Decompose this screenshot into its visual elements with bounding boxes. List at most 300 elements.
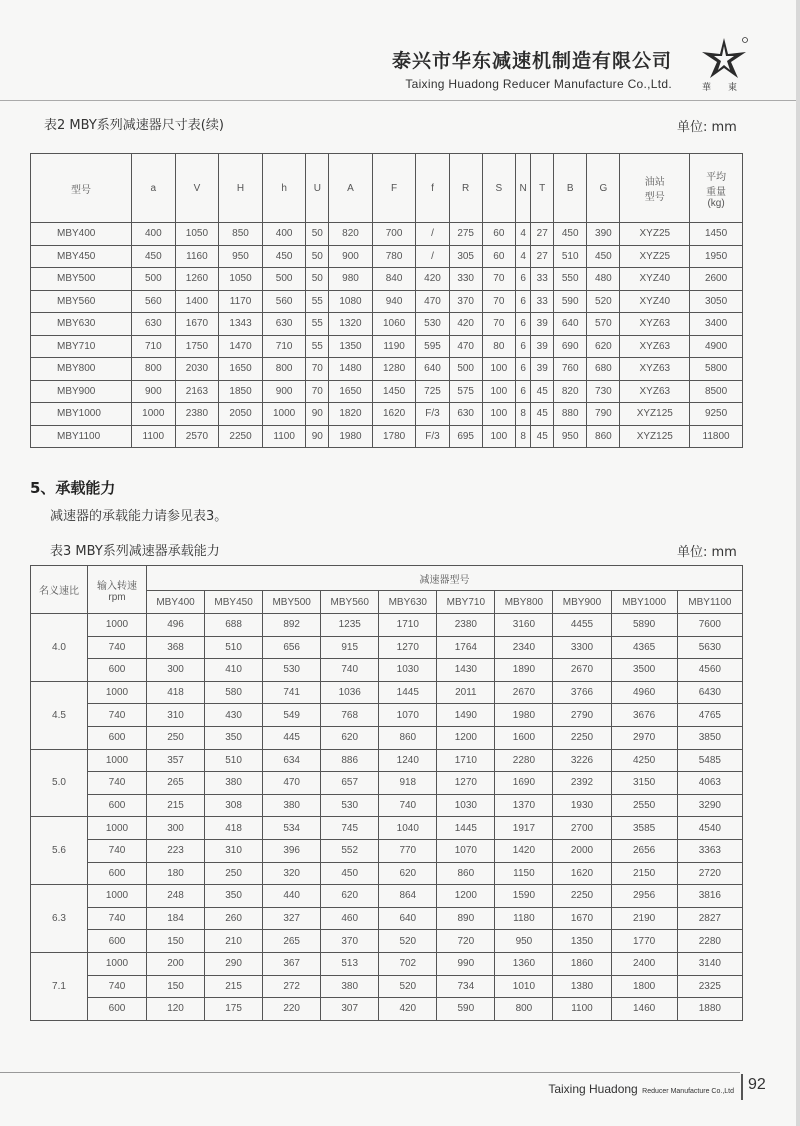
dimension-header-cell: 平均 重量 (kg) [690, 154, 743, 223]
dimension-cell: 45 [531, 425, 554, 448]
dimension-cell: 800 [132, 358, 176, 381]
capacity-cell: 4455 [553, 614, 611, 637]
dimension-cell: 400 [262, 223, 306, 246]
dimension-cell: 6 [515, 358, 530, 381]
dimension-cell: 450 [554, 223, 587, 246]
capacity-cell: 150 [147, 975, 205, 998]
dimension-cell: 450 [262, 245, 306, 268]
capacity-cell: 215 [205, 975, 263, 998]
dimension-cell: 450 [132, 245, 176, 268]
capacity-cell: 2380 [437, 614, 495, 637]
capacity-cell: 740 [321, 659, 379, 682]
capacity-cell: 552 [321, 839, 379, 862]
model-cell: MBY1100 [31, 425, 132, 448]
capacity-cell: 1800 [611, 975, 677, 998]
dimension-cell: 39 [531, 358, 554, 381]
capacity-cell: 1770 [611, 930, 677, 953]
dimension-cell: 700 [372, 223, 416, 246]
capacity-cell: 702 [379, 952, 437, 975]
table-row [31, 772, 743, 795]
table-row [31, 839, 743, 862]
capacity-cell: 620 [321, 885, 379, 908]
table-row [31, 862, 743, 885]
capacity-cell: 120 [147, 998, 205, 1021]
dimension-cell: 330 [449, 268, 482, 291]
capacity-cell: 260 [205, 907, 263, 930]
capacity-cell: 1430 [437, 659, 495, 682]
dimension-cell: 620 [587, 335, 620, 358]
dimension-cell: 6 [515, 313, 530, 336]
capacity-cell: 2280 [495, 749, 553, 772]
table-row [31, 358, 743, 381]
dimension-cell: 880 [554, 403, 587, 426]
dimension-cell: 50 [306, 223, 329, 246]
dimension-cell: 560 [262, 290, 306, 313]
capacity-cell: 1710 [437, 749, 495, 772]
capacity-cell: 634 [263, 749, 321, 772]
dimension-header-cell: U [306, 154, 329, 223]
dimension-cell: 420 [449, 313, 482, 336]
capacity-cell: 308 [205, 794, 263, 817]
table-row [31, 952, 743, 975]
capacity-cell: 430 [205, 704, 263, 727]
capacity-cell: 410 [205, 659, 263, 682]
capacity-cell: 4560 [677, 659, 742, 682]
capacity-cell: 620 [379, 862, 437, 885]
dimension-cell: 710 [262, 335, 306, 358]
capacity-cell: 396 [263, 839, 321, 862]
capacity-cell: 1380 [553, 975, 611, 998]
capacity-cell: 2325 [677, 975, 742, 998]
capacity-cell: 740 [379, 794, 437, 817]
capacity-cell: 1070 [379, 704, 437, 727]
dimension-cell: XYZ40 [620, 290, 690, 313]
capacity-cell: 580 [205, 681, 263, 704]
section-heading: 5、承载能力 [30, 479, 116, 497]
rpm-cell: 740 [88, 704, 147, 727]
capacity-cell: 688 [205, 614, 263, 637]
capacity-cell: 3226 [553, 749, 611, 772]
capacity-cell: 2340 [495, 636, 553, 659]
table-row [31, 245, 743, 268]
capacity-cell: 1040 [379, 817, 437, 840]
rpm-cell: 740 [88, 975, 147, 998]
dimension-header-cell: h [262, 154, 306, 223]
capacity-cell: 1150 [495, 862, 553, 885]
capacity-cell: 620 [321, 726, 379, 749]
capacity-cell: 265 [147, 772, 205, 795]
capacity-cell: 3300 [553, 636, 611, 659]
dimension-cell: 690 [554, 335, 587, 358]
capacity-cell: 886 [321, 749, 379, 772]
footer-divider [0, 1072, 740, 1073]
dimension-cell: 790 [587, 403, 620, 426]
table3-unit: 单位: mm [677, 545, 737, 560]
dimension-header-cell: f [416, 154, 449, 223]
dimension-cell: 400 [132, 223, 176, 246]
header-divider [0, 100, 800, 101]
dimension-cell: 2600 [690, 268, 743, 291]
dimension-header-cell: T [531, 154, 554, 223]
model-cell: MBY800 [31, 358, 132, 381]
dimension-cell: 1400 [175, 290, 219, 313]
dimension-cell: 1190 [372, 335, 416, 358]
model-header-cell: MBY400 [147, 591, 205, 614]
capacity-cell: 248 [147, 885, 205, 908]
table-row [31, 907, 743, 930]
dimension-cell: 1470 [219, 335, 263, 358]
model-cell: MBY400 [31, 223, 132, 246]
capacity-cell: 370 [321, 930, 379, 953]
capacity-cell: 3160 [495, 614, 553, 637]
dimension-cell: 1750 [175, 335, 219, 358]
capacity-cell: 3150 [611, 772, 677, 795]
capacity-cell: 2250 [553, 726, 611, 749]
ratio-cell: 4.0 [31, 614, 88, 682]
capacity-cell: 2670 [495, 681, 553, 704]
dimension-cell: 60 [482, 223, 515, 246]
capacity-cell: 549 [263, 704, 321, 727]
table-row [31, 313, 743, 336]
rpm-cell: 740 [88, 839, 147, 862]
capacity-cell: 513 [321, 952, 379, 975]
capacity-cell: 300 [147, 817, 205, 840]
dimension-cell: 1000 [132, 403, 176, 426]
capacity-cell: 3290 [677, 794, 742, 817]
company-logo [700, 36, 748, 98]
dimension-header-cell: R [449, 154, 482, 223]
capacity-cell: 3500 [611, 659, 677, 682]
capacity-cell: 2956 [611, 885, 677, 908]
rpm-cell: 1000 [88, 952, 147, 975]
dimension-cell: 3400 [690, 313, 743, 336]
capacity-cell: 184 [147, 907, 205, 930]
capacity-cell: 220 [263, 998, 321, 1021]
company-name-en: Taixing Huadong Reducer Manufacture Co.,Ltd. [405, 77, 672, 91]
rpm-cell: 1000 [88, 614, 147, 637]
dimension-cell: 90 [306, 403, 329, 426]
dimension-cell: 1480 [329, 358, 373, 381]
dimension-cell: 1100 [262, 425, 306, 448]
model-cell: MBY560 [31, 290, 132, 313]
dimension-cell: 630 [449, 403, 482, 426]
page-edge [796, 0, 800, 1126]
dimension-cell: 780 [372, 245, 416, 268]
capacity-cell: 1270 [379, 636, 437, 659]
dimension-cell: 6 [515, 380, 530, 403]
table-row [31, 817, 743, 840]
dimension-cell: 390 [587, 223, 620, 246]
capacity-cell: 1445 [379, 681, 437, 704]
capacity-cell: 1600 [495, 726, 553, 749]
dimension-cell: XYZ63 [620, 335, 690, 358]
ratio-cell: 4.5 [31, 681, 88, 749]
capacity-cell: 2670 [553, 659, 611, 682]
capacity-cell: 2000 [553, 839, 611, 862]
capacity-cell: 367 [263, 952, 321, 975]
dimension-cell: 1320 [329, 313, 373, 336]
capacity-cell: 860 [379, 726, 437, 749]
capacity-cell: 1670 [553, 907, 611, 930]
dimension-cell: 570 [587, 313, 620, 336]
dimension-cell: 50 [306, 245, 329, 268]
capacity-cell: 3585 [611, 817, 677, 840]
capacity-cell: 720 [437, 930, 495, 953]
dimension-cell: XYZ125 [620, 425, 690, 448]
model-cell: MBY450 [31, 245, 132, 268]
dimension-cell: 6 [515, 268, 530, 291]
capacity-cell: 200 [147, 952, 205, 975]
capacity-cell: 2656 [611, 839, 677, 862]
dimension-cell: 45 [531, 403, 554, 426]
dimension-cell: 840 [372, 268, 416, 291]
table-row [31, 749, 743, 772]
capacity-cell: 460 [321, 907, 379, 930]
dimension-cell: 550 [554, 268, 587, 291]
dimension-cell: 900 [132, 380, 176, 403]
rpm-cell: 1000 [88, 885, 147, 908]
capacity-cell: 357 [147, 749, 205, 772]
table-row [31, 998, 743, 1021]
capacity-cell: 530 [263, 659, 321, 682]
dimension-cell: 1450 [690, 223, 743, 246]
capacity-cell: 590 [437, 998, 495, 1021]
capacity-cell: 1360 [495, 952, 553, 975]
model-header-cell: MBY450 [205, 591, 263, 614]
dimension-cell: 470 [449, 335, 482, 358]
capacity-cell: 180 [147, 862, 205, 885]
dimension-header-cell: F [372, 154, 416, 223]
dimension-cell: 1650 [329, 380, 373, 403]
company-name-cn: 泰兴市华东减速机制造有限公司 [391, 50, 672, 72]
table-row [31, 425, 743, 448]
logo-emblem-icon [700, 36, 748, 80]
dimension-cell: 1620 [372, 403, 416, 426]
capacity-cell: 6430 [677, 681, 742, 704]
capacity-cell: 892 [263, 614, 321, 637]
footer-subtitle: Reducer Manufacture Co.,Ltd [642, 1088, 734, 1095]
capacity-cell: 450 [321, 862, 379, 885]
dimension-cell: 520 [587, 290, 620, 313]
dimension-cell: 1850 [219, 380, 263, 403]
dimension-cell: 2250 [219, 425, 263, 448]
dimension-cell: 560 [132, 290, 176, 313]
rpm-cell: 1000 [88, 681, 147, 704]
capacity-cell: 5630 [677, 636, 742, 659]
dimension-cell: 950 [219, 245, 263, 268]
capacity-cell: 2720 [677, 862, 742, 885]
dimension-cell: 510 [554, 245, 587, 268]
capacity-cell: 320 [263, 862, 321, 885]
rpm-cell: 600 [88, 998, 147, 1021]
capacity-table [30, 565, 743, 1021]
capacity-cell: 2970 [611, 726, 677, 749]
dimension-cell: 940 [372, 290, 416, 313]
dimension-cell: 1980 [329, 425, 373, 448]
capacity-cell: 2190 [611, 907, 677, 930]
dimension-cell: 70 [306, 358, 329, 381]
capacity-cell: 1180 [495, 907, 553, 930]
dimension-cell: 2380 [175, 403, 219, 426]
dimension-cell: 55 [306, 313, 329, 336]
dimension-cell: 500 [449, 358, 482, 381]
capacity-cell: 1445 [437, 817, 495, 840]
model-header-cell: MBY630 [379, 591, 437, 614]
dimension-cell: 70 [306, 380, 329, 403]
capacity-cell: 215 [147, 794, 205, 817]
rpm-cell: 600 [88, 930, 147, 953]
dimension-cell: 1160 [175, 245, 219, 268]
table-row [31, 794, 743, 817]
page-number: 92 [748, 1076, 766, 1093]
rpm-cell: 740 [88, 772, 147, 795]
capacity-cell: 445 [263, 726, 321, 749]
capacity-cell: 210 [205, 930, 263, 953]
capacity-cell: 1100 [553, 998, 611, 1021]
capacity-cell: 418 [147, 681, 205, 704]
ratio-cell: 6.3 [31, 885, 88, 953]
capacity-cell: 2392 [553, 772, 611, 795]
dimension-cell: 470 [416, 290, 449, 313]
table-row [31, 659, 743, 682]
capacity-table-header-row-1 [31, 566, 743, 591]
dimension-cell: XYZ63 [620, 380, 690, 403]
dimension-cell: 8500 [690, 380, 743, 403]
dimension-cell: 640 [554, 313, 587, 336]
dimension-cell: 4 [515, 245, 530, 268]
dimension-cell: 6 [515, 290, 530, 313]
capacity-cell: 310 [205, 839, 263, 862]
dimension-cell: 630 [132, 313, 176, 336]
dimension-cell: 27 [531, 245, 554, 268]
model-header-cell: MBY800 [495, 591, 553, 614]
dimension-cell: 820 [329, 223, 373, 246]
dimension-cell: 500 [262, 268, 306, 291]
dimension-table [30, 153, 743, 448]
rpm-cell: 740 [88, 636, 147, 659]
dimension-cell: 305 [449, 245, 482, 268]
dimension-header-cell: S [482, 154, 515, 223]
capacity-cell: 290 [205, 952, 263, 975]
dimension-cell: XYZ63 [620, 313, 690, 336]
dimension-cell: 2030 [175, 358, 219, 381]
model-header-cell: MBY1000 [611, 591, 677, 614]
dimension-cell: 420 [416, 268, 449, 291]
table-row [31, 726, 743, 749]
rpm-cell: 600 [88, 726, 147, 749]
dimension-cell: XYZ25 [620, 223, 690, 246]
dimension-cell: 4 [515, 223, 530, 246]
rpm-cell: 1000 [88, 749, 147, 772]
dimension-cell: 760 [554, 358, 587, 381]
capacity-cell: 860 [437, 862, 495, 885]
capacity-cell: 1010 [495, 975, 553, 998]
capacity-cell: 2250 [553, 885, 611, 908]
capacity-cell: 1620 [553, 862, 611, 885]
footer-bar [741, 1074, 743, 1100]
capacity-cell: 915 [321, 636, 379, 659]
capacity-cell: 418 [205, 817, 263, 840]
dimension-cell: 1100 [132, 425, 176, 448]
dimension-cell: 39 [531, 313, 554, 336]
dimension-cell: XYZ25 [620, 245, 690, 268]
capacity-cell: 2550 [611, 794, 677, 817]
table-row [31, 290, 743, 313]
dimension-cell: 8 [515, 403, 530, 426]
dimension-table-body [31, 223, 743, 448]
model-cell: MBY1000 [31, 403, 132, 426]
capacity-table-body [31, 614, 743, 1021]
capacity-cell: 864 [379, 885, 437, 908]
dimension-cell: 590 [554, 290, 587, 313]
dimension-cell: 1950 [690, 245, 743, 268]
dimension-cell: 450 [587, 245, 620, 268]
dimension-cell: 39 [531, 335, 554, 358]
footer-brand: Taixing Huadong [548, 1082, 638, 1096]
capacity-cell: 440 [263, 885, 321, 908]
capacity-cell: 741 [263, 681, 321, 704]
table2-caption: 表2 MBY系列减速器尺寸表(续) [44, 118, 224, 133]
capacity-cell: 1030 [437, 794, 495, 817]
capacity-cell: 3816 [677, 885, 742, 908]
dimension-cell: 1670 [175, 313, 219, 336]
capacity-cell: 1890 [495, 659, 553, 682]
capacity-cell: 1420 [495, 839, 553, 862]
capacity-cell: 1490 [437, 704, 495, 727]
header-speed: 输入转速 rpm [88, 566, 147, 614]
dimension-cell: 900 [329, 245, 373, 268]
dimension-header-cell: B [554, 154, 587, 223]
dimension-cell: 1060 [372, 313, 416, 336]
dimension-cell: 730 [587, 380, 620, 403]
dimension-cell: 680 [587, 358, 620, 381]
capacity-cell: 175 [205, 998, 263, 1021]
capacity-cell: 4960 [611, 681, 677, 704]
dimension-cell: 45 [531, 380, 554, 403]
capacity-cell: 380 [263, 794, 321, 817]
rpm-cell: 600 [88, 862, 147, 885]
dimension-cell: 27 [531, 223, 554, 246]
dimension-cell: 100 [482, 403, 515, 426]
section-text: 减速器的承载能力请参见表3。 [50, 509, 228, 524]
dimension-cell: 725 [416, 380, 449, 403]
capacity-cell: 3850 [677, 726, 742, 749]
table-row [31, 614, 743, 637]
capacity-cell: 250 [147, 726, 205, 749]
company-header [392, 46, 672, 91]
capacity-cell: 1917 [495, 817, 553, 840]
capacity-cell: 950 [495, 930, 553, 953]
table2-unit: 单位: mm [677, 120, 737, 135]
dimension-cell: 100 [482, 425, 515, 448]
capacity-cell: 656 [263, 636, 321, 659]
dimension-cell: XYZ40 [620, 268, 690, 291]
dimension-header-cell: 型号 [31, 154, 132, 223]
capacity-cell: 1590 [495, 885, 553, 908]
capacity-cell: 1370 [495, 794, 553, 817]
dimension-cell: F/3 [416, 425, 449, 448]
ratio-cell: 7.1 [31, 952, 88, 1020]
dimension-cell: 640 [416, 358, 449, 381]
capacity-cell: 1270 [437, 772, 495, 795]
dimension-cell: 1350 [329, 335, 373, 358]
dimension-cell: 60 [482, 245, 515, 268]
capacity-cell: 745 [321, 817, 379, 840]
capacity-cell: 5485 [677, 749, 742, 772]
dimension-cell: 710 [132, 335, 176, 358]
capacity-cell: 2790 [553, 704, 611, 727]
dimension-cell: 1450 [372, 380, 416, 403]
